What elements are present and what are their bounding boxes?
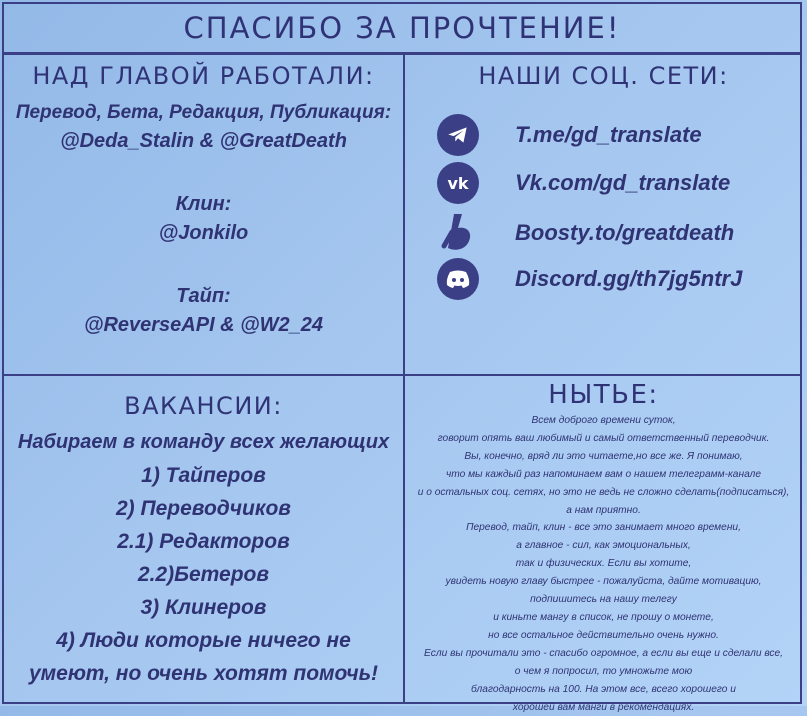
roles-names: @Deda_Stalin & @GreatDeath [60,130,347,152]
social-label: Boosty.to/greatdeath [515,220,735,245]
vacancies-panel [4,392,403,690]
social-link-discord[interactable] [437,258,742,300]
vk-icon [437,162,479,204]
whining-heading: НЫТЬЕ: [548,380,659,410]
vacancies-heading: ВАКАНСИИ: [124,392,283,420]
socials-panel [405,62,802,291]
vacancy-item: 3) Клинеров [140,596,267,619]
social-link-vk[interactable] [437,162,730,204]
roles-label: Перевод, Бета, Редакция, Публикация: [15,102,392,123]
whining-text: Всем доброго времени суток, говорит опять ваш любимый и самый ответственный переводчик. Вы, конечно, вряд ли это читаете,но все же. Я понимаю, что мы каждый раз напоминаем вам о нашем телеграмм-канале и о остальных соц. сетях, но это не ведь не сложно сделать(подписаться), а нам приятно. Перевод, тайп, клин - все это занимает много времени, а главное - сил, как эмоциональных, так и физических. Если вы хотите, увидеть новую главу быстрее - пожалуйста, дайте мотивацию, подпишитесь на нашу телегу и киньте мангу в список, не прошу о монете, но все остальное действительно очень нужно. Если вы прочитали это - спасибо огромное, а если вы еще и сделали все, о чем я попросил, то умножьте мою благодарность на 100. На этом все, всего хорошего и хорошей вам манги в рекомендациях. [417,415,790,713]
social-label: Discord.gg/th7jg5ntrJ [515,266,743,291]
telegram-icon [437,114,479,156]
title-banner [2,2,802,54]
clean-names: @Jonkilo [158,222,249,244]
grid-divider-horizontal [2,374,802,376]
vacancies-intro: Набираем в команду всех желающих [17,431,390,453]
page-title: СПАСИБО ЗА ПРОЧТЕНИЕ! [183,11,621,45]
vacancy-item: 2.2)Бетеров [137,563,270,586]
socials-heading: НАШИ СОЦ. СЕТИ: [478,62,729,90]
vacancy-item: умеют, но очень хотят помочь! [28,662,379,685]
vacancy-item: 2.1) Редакторов [117,530,290,553]
type-names: @ReverseAPI & @W2_24 [83,314,324,336]
boosty-icon [437,212,479,254]
whining-panel [405,380,802,716]
vacancy-item: 4) Люди которые ничего не [56,629,351,652]
credits-panel [4,62,403,337]
vacancy-item: 1) Тайперов [141,464,266,487]
social-label: T.me/gd_translate [515,122,702,147]
svg-text:vk: vk [447,174,469,193]
clean-label: Клин: [175,193,232,215]
social-label: Vk.com/gd_translate [515,170,731,195]
type-label: Тайп: [176,285,231,307]
discord-icon [437,258,479,300]
social-link-boosty[interactable] [437,212,734,254]
vacancy-item: 2) Переводчиков [116,497,291,520]
credits-heading: НАД ГЛАВОЙ РАБОТАЛИ: [32,62,375,90]
social-link-telegram[interactable] [437,114,702,156]
